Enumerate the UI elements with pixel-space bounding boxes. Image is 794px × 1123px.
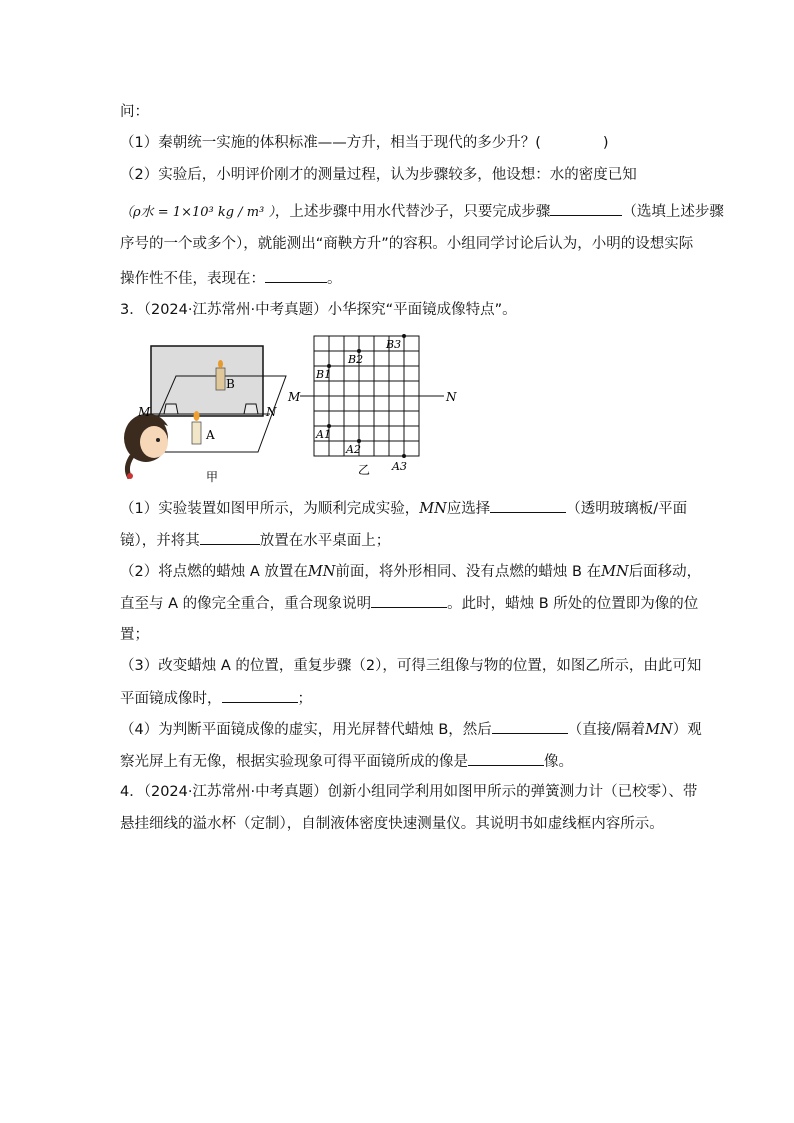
q3-sub2-mn2: MN <box>601 564 629 580</box>
q2-sub1-end: ) <box>602 135 609 151</box>
q3-sub4-blank-1[interactable] <box>492 719 568 734</box>
q2-sub2-line1: （2）实验后，小明评价刚才的测量过程，认为步骤较多，他设想：水的密度已知 <box>120 167 637 183</box>
fig-jia-label-a: A <box>206 428 215 442</box>
q3-sub2-line2-a: 直至与 A 的像完全重合，重合现象说明 <box>120 596 372 612</box>
point-b3 <box>402 334 406 338</box>
q3-sub2-line3: 置； <box>120 627 149 643</box>
q3-sub2-blank[interactable] <box>371 593 447 608</box>
q2-sub1 <box>120 133 609 153</box>
fig-jia-label-b: B <box>226 377 235 391</box>
q2-sub2-line4-end: 。 <box>327 271 342 287</box>
label-b2: B2 <box>348 353 364 366</box>
q3-sub1-blank-1[interactable] <box>490 498 566 513</box>
q3-sub4-blank-2[interactable] <box>468 751 544 766</box>
candle-b-flame <box>218 360 223 368</box>
q2-sub2-line3: 序号的一个或多个），就能测出“商鞅方升”的容积。小组同学讨论后认为，小明的设想实际 <box>120 236 694 252</box>
fig-yi-caption: 乙 <box>358 463 371 475</box>
q3-sub3-line2 <box>120 688 312 709</box>
q3-sub4-line2 <box>120 751 573 772</box>
q3-title: 3．（2024·江苏常州·中考真题）小华探究“平面镜成像特点”。 <box>120 302 517 318</box>
girl-face <box>140 426 168 458</box>
q2-sub2-blank-2[interactable] <box>265 268 327 283</box>
q3-sub3-line2-b: ； <box>297 691 312 707</box>
figure-jia <box>118 330 288 485</box>
q2-sub2-text-end: （选填上述步骤 <box>622 204 724 220</box>
label-b3: B3 <box>386 338 402 351</box>
q3-sub1-line2 <box>120 530 390 551</box>
plate-support-left <box>164 404 178 414</box>
plate-support-right <box>244 404 258 414</box>
label-a2: A2 <box>346 443 361 456</box>
q4-line1: 4．（2024·江苏常州·中考真题）创新小组同学利用如图甲所示的弹簧测力计（已校零）、带 <box>120 784 698 800</box>
label-b1: B1 <box>316 368 332 381</box>
q4-line2: 悬挂细线的溢水杯（定制），自制液体密度快速测量仪。其说明书如虚线框内容所示。 <box>120 816 664 832</box>
q2-intro: 问： <box>120 104 149 120</box>
q3-sub3-line1: （3）改变蜡烛 A 的位置，重复步骤（2），可得三组像与物的位置，如图乙所示，由此可知 <box>120 658 702 674</box>
q3-sub4-text-a: （4）为判断平面镜成像的虚实，用光屏替代蜡烛 B，然后 <box>120 722 492 738</box>
q3-sub1-blank-2[interactable] <box>200 530 260 545</box>
q2-sub2-text: ，上述步骤中用水代替沙子，只要完成步骤 <box>274 204 551 220</box>
q3-sub1-text-c: （透明玻璃板/平面 <box>566 501 688 517</box>
q3-sub2-line1 <box>120 562 701 582</box>
q3-sub1-text-b: 应选择 <box>446 501 491 517</box>
q3-sub1-line2-b: 放置在水平桌面上； <box>259 533 391 549</box>
label-a3: A3 <box>392 460 407 473</box>
candle-a-flame <box>194 411 200 421</box>
candle-b <box>216 368 225 390</box>
fig-yi-label-n: N <box>446 390 457 404</box>
q3-sub2-text-b: 前面，将外形相同、没有点燃的蜡烛 B 在 <box>335 564 602 580</box>
figure-yi <box>286 330 466 475</box>
q3-sub2-text-a: （2）将点燃的蜡烛 A 放置在 <box>120 564 308 580</box>
fig-yi-label-m: M <box>288 390 301 404</box>
fig-jia-label-m: M <box>138 405 151 419</box>
q3-sub2-line2 <box>120 593 698 614</box>
q3-sub2-line2-b: 。此时，蜡烛 B 所处的位置即为像的位 <box>447 596 699 612</box>
q2-sub1-text: （1）秦朝统一实施的体积标准——方升，相当于现代的多少升？( <box>120 135 541 151</box>
q3-sub4-text-b: （直接/隔着 <box>567 722 646 738</box>
q2-sub2-line4-text: 操作性不佳，表现在： <box>120 271 265 287</box>
candle-a <box>192 422 201 444</box>
q3-sub4-line2-b: 像。 <box>544 754 573 770</box>
q3-sub1-line1 <box>120 498 687 519</box>
q3-sub4-line2-a: 察光屏上有无像，根据实验现象可得平面镜所成的像是 <box>120 754 468 770</box>
q3-sub1-mn: MN <box>419 501 447 517</box>
q3-sub3-blank[interactable] <box>222 688 298 703</box>
q3-sub2-text-c: 后面移动， <box>628 564 702 580</box>
fig-jia-label-n: N <box>266 405 277 419</box>
q3-sub1-text-a: （1）实验装置如图甲所示，为顺利完成实验， <box>120 501 420 517</box>
label-a1: A1 <box>316 428 331 441</box>
q3-sub2-mn: MN <box>307 564 336 580</box>
point-a3 <box>402 454 406 458</box>
q2-sub2-line2 <box>120 201 724 223</box>
q2-sub2-line4 <box>120 268 342 289</box>
fig-jia-caption: 甲 <box>206 470 219 484</box>
q3-sub4-text-c: ）观 <box>672 722 702 738</box>
q3-sub4-mn: MN <box>645 722 673 738</box>
q3-sub4-line1 <box>120 719 702 740</box>
q3-sub1-line2-a: 镜），并将其 <box>120 533 200 549</box>
q2-sub2-blank-1[interactable] <box>550 201 622 216</box>
density-formula: （ρ水 = 1×10³ kg / m³ ） <box>120 205 275 220</box>
q3-sub3-line2-a: 平面镜成像时， <box>120 691 222 707</box>
